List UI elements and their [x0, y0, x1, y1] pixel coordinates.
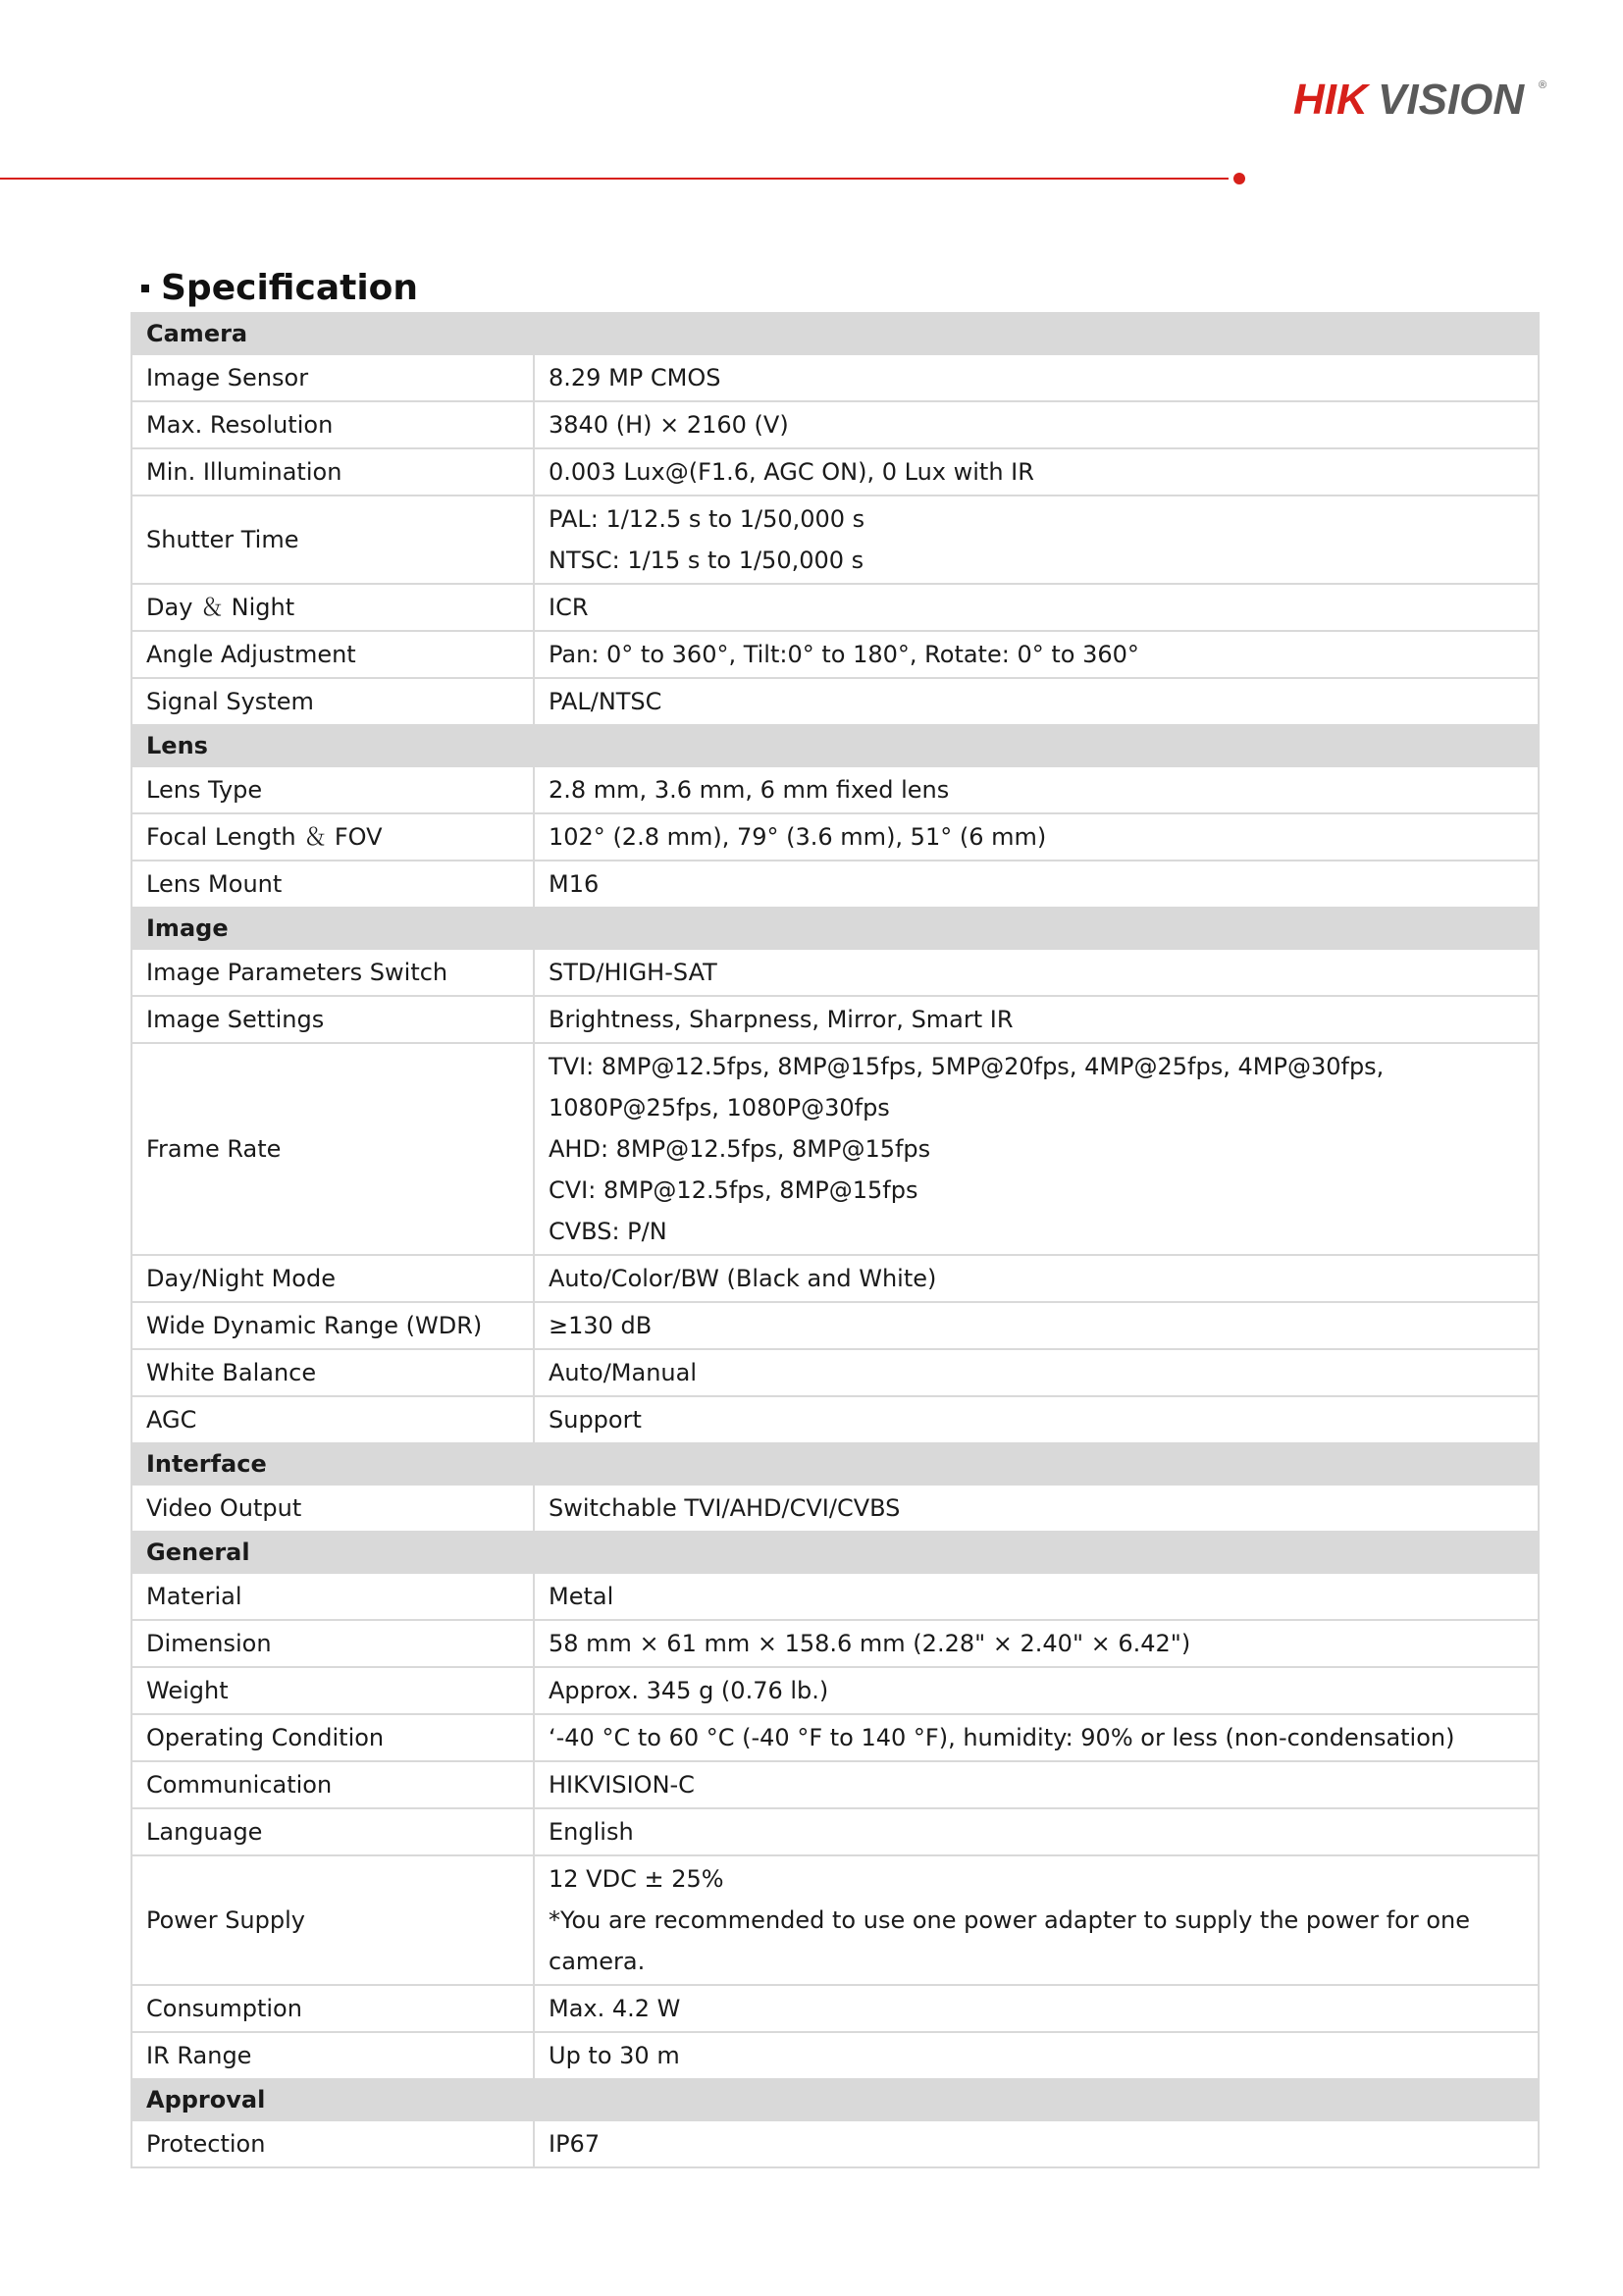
spec-label: Consumption: [131, 1985, 534, 2032]
spec-value-line: CVI: 8MP@12.5fps, 8MP@15fps: [549, 1176, 918, 1204]
spec-value: [534, 584, 1539, 631]
table-row: [131, 448, 1539, 496]
spec-value-line: 0.003 Lux@(F1.6, AGC ON), 0 Lux with IR: [549, 458, 1034, 486]
spec-value-line: M16: [549, 870, 600, 898]
spec-label: Language: [131, 1808, 534, 1855]
group-title: Camera: [131, 313, 1539, 354]
spec-value-line: 12 VDC ± 25%: [549, 1865, 724, 1893]
table-row: [131, 2120, 1539, 2167]
spec-label: IR Range: [131, 2032, 534, 2079]
table-row: [131, 1573, 1539, 1620]
spec-value-line: Auto/Color/BW (Black and White): [549, 1265, 937, 1292]
table-row: [131, 1043, 1539, 1255]
spec-label: Shutter Time: [131, 496, 534, 584]
spec-label: Operating Condition: [131, 1714, 534, 1761]
spec-value-line: 102° (2.8 mm), 79° (3.6 mm), 51° (6 mm): [549, 823, 1047, 851]
spec-label: Image Parameters Switch: [131, 949, 534, 996]
spec-value: [534, 1667, 1539, 1714]
table-row: [131, 949, 1539, 996]
spec-label: Material: [131, 1573, 534, 1620]
table-row: [131, 678, 1539, 725]
spec-label: Image Sensor: [131, 354, 534, 401]
spec-label: Frame Rate: [131, 1043, 534, 1255]
group-header-row: [131, 1443, 1539, 1485]
spec-value: [534, 2032, 1539, 2079]
spec-label: Video Output: [131, 1485, 534, 1532]
spec-value-line: Switchable TVI/AHD/CVI/CVBS: [549, 1494, 901, 1522]
table-row: [131, 1255, 1539, 1302]
table-row: [131, 2032, 1539, 2079]
table-row: [131, 1855, 1539, 1985]
title-bullet: [141, 285, 149, 292]
table-row: [131, 1714, 1539, 1761]
spec-value: [534, 1761, 1539, 1808]
spec-value: [534, 949, 1539, 996]
spec-value-line: Auto/Manual: [549, 1359, 698, 1386]
table-row: [131, 1302, 1539, 1349]
spec-value-line: Support: [549, 1406, 642, 1434]
spec-value: [534, 861, 1539, 908]
spec-value: [534, 1043, 1539, 1255]
group-title: Interface: [131, 1443, 1539, 1485]
spec-value: [534, 1808, 1539, 1855]
spec-value: [534, 1620, 1539, 1667]
logo-vision: VISION: [1378, 76, 1525, 122]
spec-value-line: Metal: [549, 1583, 614, 1610]
spec-value: [534, 1396, 1539, 1443]
spec-value: [534, 401, 1539, 448]
table-row: [131, 584, 1539, 631]
spec-label: Dimension: [131, 1620, 534, 1667]
spec-label: Protection: [131, 2120, 534, 2167]
table-row: [131, 1349, 1539, 1396]
registered-mark: ®: [1539, 79, 1547, 91]
spec-value-line: Pan: 0° to 360°, Tilt:0° to 180°, Rotate: 0° to 360°: [549, 641, 1139, 668]
logo-hik: HIK: [1293, 76, 1368, 122]
table-row: [131, 1667, 1539, 1714]
spec-label: Max. Resolution: [131, 401, 534, 448]
spec-value-line: ICR: [549, 594, 589, 621]
table-row: [131, 1620, 1539, 1667]
header-rule-dot: [1233, 173, 1245, 184]
spec-value-line: camera.: [549, 1948, 646, 1975]
spec-value-line: IP67: [549, 2130, 601, 2158]
table-row: [131, 1396, 1539, 1443]
spec-label: Lens Mount: [131, 861, 534, 908]
spec-value: [534, 354, 1539, 401]
spec-value-line: 1080P@25fps, 1080P@30fps: [549, 1094, 890, 1122]
group-header-row: [131, 1532, 1539, 1573]
spec-label: Image Settings: [131, 996, 534, 1043]
spec-value: [534, 678, 1539, 725]
spec-label: Communication: [131, 1761, 534, 1808]
spec-value: [534, 448, 1539, 496]
spec-value-line: AHD: 8MP@12.5fps, 8MP@15fps: [549, 1135, 931, 1163]
spec-value: [534, 1302, 1539, 1349]
spec-label: Power Supply: [131, 1855, 534, 1985]
table-row: [131, 1485, 1539, 1532]
spec-value: [534, 2120, 1539, 2167]
spec-value-line: Up to 30 m: [549, 2042, 680, 2069]
spec-value: [534, 496, 1539, 584]
spec-value: [534, 1349, 1539, 1396]
group-header-row: [131, 725, 1539, 766]
spec-label: Angle Adjustment: [131, 631, 534, 678]
spec-value-line: TVI: 8MP@12.5fps, 8MP@15fps, 5MP@20fps, 4MP@25fps, 4MP@30fps,: [549, 1053, 1385, 1080]
spec-label: Focal Length ＆ FOV: [131, 813, 534, 861]
group-title: Lens: [131, 725, 1539, 766]
spec-value: [534, 1985, 1539, 2032]
spec-label: Day/Night Mode: [131, 1255, 534, 1302]
spec-value-line: Max. 4.2 W: [549, 1995, 681, 2022]
spec-label: Weight: [131, 1667, 534, 1714]
spec-label: Min. Illumination: [131, 448, 534, 496]
table-row: [131, 1761, 1539, 1808]
specification-table: [131, 312, 1540, 2168]
spec-value-line: English: [549, 1818, 634, 1846]
table-row: [131, 354, 1539, 401]
section-title: [137, 265, 418, 312]
spec-value: [534, 1714, 1539, 1761]
spec-label: Lens Type: [131, 766, 534, 813]
spec-value-line: 2.8 mm, 3.6 mm, 6 mm fixed lens: [549, 776, 950, 804]
spec-value: [534, 631, 1539, 678]
spec-label: Day ＆ Night: [131, 584, 534, 631]
spec-value: [534, 1855, 1539, 1985]
spec-value-line: PAL: 1/12.5 s to 1/50,000 s: [549, 505, 865, 533]
table-row: [131, 1985, 1539, 2032]
spec-label: Signal System: [131, 678, 534, 725]
spec-value: [534, 766, 1539, 813]
spec-value-line: Approx. 345 g (0.76 lb.): [549, 1677, 829, 1704]
spec-value-line: 3840 (H) × 2160 (V): [549, 411, 789, 439]
table-row: [131, 631, 1539, 678]
table-row: [131, 996, 1539, 1043]
table-row: [131, 1808, 1539, 1855]
spec-value-line: 8.29 MP CMOS: [549, 364, 721, 391]
spec-value-line: HIKVISION-C: [549, 1771, 695, 1799]
table-row: [131, 813, 1539, 861]
spec-value-line: ≥130 dB: [549, 1312, 653, 1339]
table-row: [131, 766, 1539, 813]
spec-value-line: STD/HIGH-SAT: [549, 959, 717, 986]
spec-value: [534, 996, 1539, 1043]
group-header-row: [131, 2079, 1539, 2120]
spec-value: [534, 1573, 1539, 1620]
spec-value: [534, 813, 1539, 861]
spec-value-line: PAL/NTSC: [549, 688, 662, 715]
spec-label: AGC: [131, 1396, 534, 1443]
spec-value-line: ‘-40 °C to 60 °C (-40 °F to 140 °F), humidity: 90% or less (non-condensation): [549, 1724, 1455, 1751]
spec-value-line: 58 mm × 61 mm × 158.6 mm (2.28" × 2.40" × 6.42"): [549, 1630, 1191, 1657]
group-title: Approval: [131, 2079, 1539, 2120]
group-header-row: [131, 908, 1539, 949]
group-header-row: [131, 313, 1539, 354]
hikvision-logo: [1293, 73, 1550, 122]
group-title: Image: [131, 908, 1539, 949]
spec-value-line: Brightness, Sharpness, Mirror, Smart IR: [549, 1006, 1014, 1033]
table-row: [131, 496, 1539, 584]
group-title: General: [131, 1532, 1539, 1573]
spec-value-line: CVBS: P/N: [549, 1218, 667, 1245]
spec-label: White Balance: [131, 1349, 534, 1396]
spec-label: Wide Dynamic Range (WDR): [131, 1302, 534, 1349]
section-title-text: Specification: [161, 268, 419, 308]
spec-value-line: NTSC: 1/15 s to 1/50,000 s: [549, 547, 864, 574]
spec-value: [534, 1485, 1539, 1532]
table-row: [131, 401, 1539, 448]
header-rule: [0, 178, 1229, 180]
spec-value: [534, 1255, 1539, 1302]
spec-value-line: *You are recommended to use one power adapter to supply the power for one: [549, 1906, 1471, 1934]
table-row: [131, 861, 1539, 908]
